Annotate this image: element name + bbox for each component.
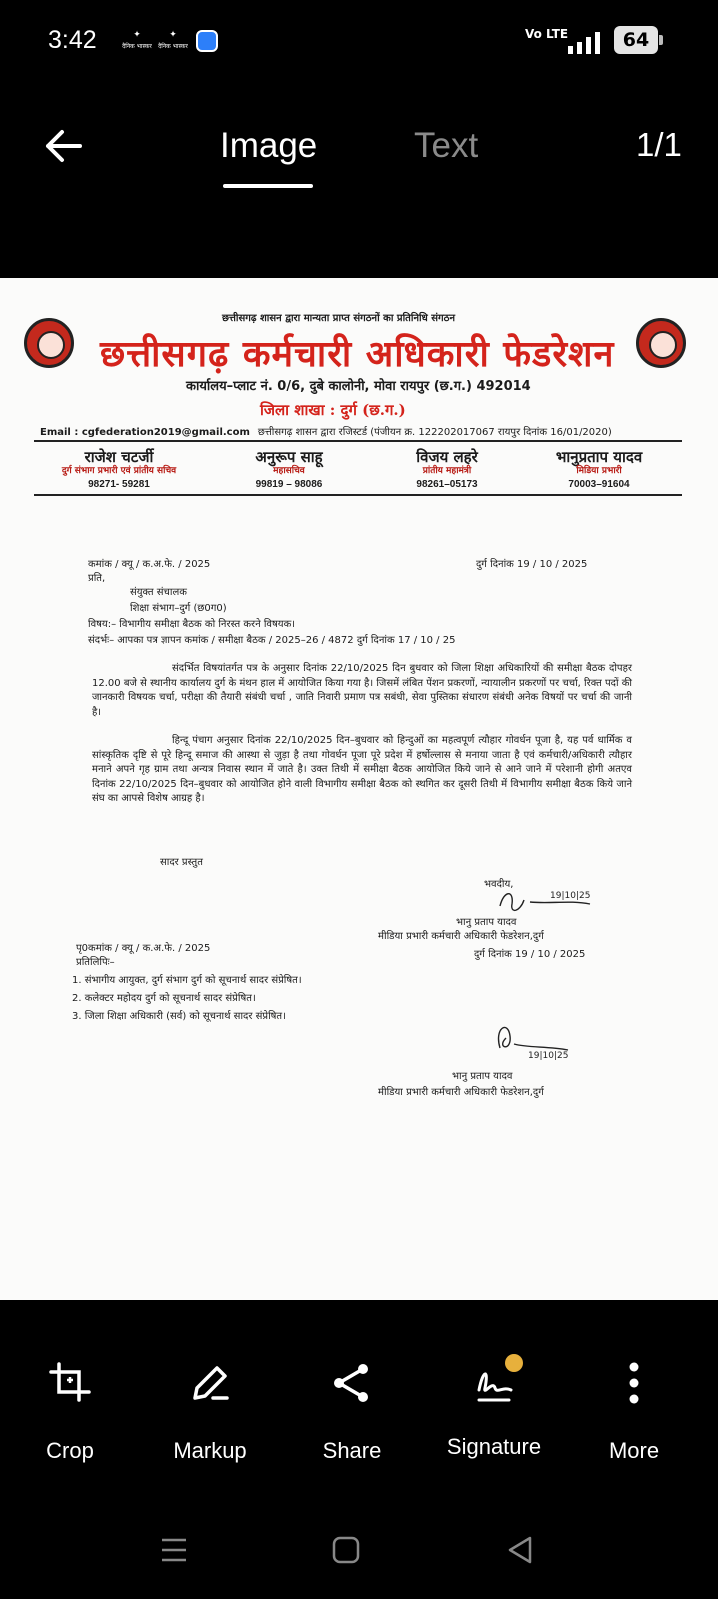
reference-number: कमांक / क्यू / क.अ.फे. / 2025 (88, 559, 211, 570)
crop-icon (47, 1360, 93, 1406)
share-label: Share (322, 1438, 382, 1463)
email-line (40, 424, 612, 438)
tab-text[interactable]: Text (414, 126, 479, 165)
signer-name: भानु प्रताप यादव (452, 1071, 513, 1082)
signer-name: भानु प्रताप यादव (456, 917, 517, 928)
body-paragraph: संदर्भित विषयांतर्गत पत्र के अनुसार दिनांक 22/10/2025 दिन बुधवार को जिला शिक्षा अधिकारियों की समीक्षा बैठक दोपहर 12.00 बजे से स्थानीय कार्यालय दुर्ग के मंथन हाल में आयोजित किया गया है। जिसमें लंबित पेंशन प्रकरणों, न्यायालीन प्रकरणों पर चर्चा, रिक्त पदों की जानकारी विषयक चर्चा, परीक्षा की तैयारी संबंधी चर्चा , जाति निवारी प्रमाण पत्र सबंधी, सेवा पुस्तिका संधारण संबंधी अनेक विषयों पर चर्चा की जानी है। (92, 663, 632, 718)
org-registration: छत्तीसगढ़ शासन द्वारा रजिस्टर्ड (पंजीयन क्र. 122202017067 रायपुर दिनांक 16/01/2020) (257, 427, 612, 438)
home-icon[interactable] (316, 1520, 376, 1580)
divider (34, 440, 682, 442)
news-notification-icon: ✦ दैनिक भास्कर (158, 30, 188, 50)
recipient-office: शिक्षा संभाग–दुर्ग (छ0ग0) (130, 603, 227, 614)
org-address: कार्यालय–प्लाट नं. 0/6, दुबे कालोनी, मोवा रायपुर (छ.ग.) 492014 (186, 379, 531, 394)
system-nav-bar (0, 1500, 718, 1599)
tab-image[interactable]: Image (220, 126, 318, 165)
federation-logo-right (636, 318, 686, 368)
premium-crown-icon (505, 1354, 523, 1372)
share-button[interactable] (292, 1360, 412, 1464)
status-time: 3:42 (48, 26, 97, 54)
copy-item: 2. कलेक्टर महोदय दुर्ग को सूचनार्थ सादर संप्रेषित। (72, 993, 256, 1004)
office-bearer: राजेश चटर्जी दुर्ग संभाग प्रभारी एवं प्रांतीय सचिव 98271- 59281 (61, 448, 177, 490)
signer-post: मीडिया प्रभारी कर्मचारी अधिकारी फेडरेशन,दुर्ग (378, 931, 544, 942)
markup-button[interactable] (150, 1360, 270, 1464)
org-email: Email : cgfederation2019@gmail.com (40, 427, 250, 438)
more-vertical-icon (611, 1360, 657, 1406)
org-tagline: छत्तीसगढ़ शासन द्वारा मान्यता प्राप्त संगठनों का प्रतिनिधि संगठन (222, 313, 455, 324)
copy-item: 3. जिला शिक्षा अधिकारी (सर्व) को सूचनार्थ सादर संप्रेषित। (72, 1011, 286, 1022)
back-arrow-icon[interactable] (40, 126, 90, 166)
divider (34, 494, 682, 496)
body-paragraph: हिन्दू पंचाग अनुसार दिनांक 22/10/2025 दिन–बुधवार को हिन्दुओं का महत्वपूर्ण त्यौहार गोवर्धन पूजा है, यह पर्व धार्मिक व सांस्कृतिक दृष्टि से पूरे हिन्दू समाज की आस्था से जुड़ा है तथा गोवर्धन पूजा पूरे प्रदेश में हर्षोल्लास से मनाया जाता है एवं कर्मचारी/अधिकारी त्यौहार मनाने अपने गृह ग्राम तथा अन्यत्र निवास स्थान में जाते है। उक्त तिथी में समीक्षा बैठक आयोजित किये जाने से आने जाने में परेशानी होगी अतएव दिनांक 22/10/2025 दिन–बुधवार को आयोजित होने वाली विभागीय समीक्षा बैठक को स्थगित कर दूसरी तिथी में विभागीय समीक्षा बैठक किये जाने संघ का आपसे विशेष आग्रह है। (92, 735, 632, 804)
share-icon (329, 1360, 375, 1406)
copy-item: 1. संभागीय आयुक्त, दुर्ग संभाग दुर्ग को सूचनार्थ सादर संप्रेषित। (72, 975, 302, 986)
document-image[interactable] (0, 278, 718, 1300)
office-bearer: विजय लहरे प्रांतीय महामंत्री 98261–05173 (416, 448, 478, 490)
signer-post: मीडिया प्रभारी कर्मचारी अधिकारी फेडरेशन,दुर्ग (378, 1087, 544, 1098)
signer-date: दुर्ग दिनांक 19 / 10 / 2025 (474, 949, 586, 960)
copy-reference: पृ0कमांक / क्यू / क.अ.फे. / 2025 (76, 943, 211, 954)
signature-image (488, 1018, 588, 1068)
recipient: संयुक्त संचालक (130, 587, 187, 598)
closing: सादर प्रस्तुत (160, 857, 203, 868)
recent-apps-icon[interactable] (144, 1520, 204, 1580)
org-title: छत्तीसगढ़ कर्मचारी अधिकारी फेडरेशन (100, 333, 615, 375)
battery-icon: 64 (614, 26, 658, 54)
status-bar (0, 0, 718, 80)
subject: विषय:– विभागीय समीक्षा बैठक को निरस्त करने विषयक। (88, 619, 296, 630)
letter-date: दुर्ग दिनांक 19 / 10 / 2025 (476, 559, 588, 570)
more-button[interactable] (574, 1360, 694, 1464)
org-branch: जिला शाखा : दुर्ग (छ.ग.) (260, 401, 406, 419)
office-bearer: भानुप्रताप यादव मिडिया प्रभारी 70003–91604 (555, 448, 643, 490)
back-nav-icon[interactable] (490, 1520, 550, 1580)
markup-label: Markup (173, 1438, 247, 1463)
volte-icon: Vo LTE (525, 27, 569, 41)
svg-text:19|10|25: 19|10|25 (528, 1051, 569, 1061)
more-label: More (608, 1438, 660, 1463)
crop-label: Crop (46, 1438, 94, 1463)
news-notification-icon: ✦ दैनिक भास्कर (122, 30, 152, 50)
signal-icon (562, 30, 606, 54)
markup-pen-icon (187, 1360, 233, 1406)
signature-button[interactable] (434, 1360, 554, 1460)
signature-label: Signature (446, 1434, 542, 1459)
salutation: भवदीय, (484, 879, 514, 890)
app-notification-icon (196, 30, 218, 52)
to-label: प्रति, (88, 573, 106, 584)
page-counter: 1/1 (636, 126, 682, 163)
reference: संदर्भः– आपका पत्र ज्ञापन कमांक / समीक्षा बैठक / 2025–26 / 4872 दुर्ग दिनांक 17 / 10 / 25 (88, 635, 456, 646)
copy-label: प्रतिलिपिः– (76, 957, 115, 968)
action-bar (0, 1300, 718, 1500)
office-bearer: अनुरूप साहू महासचिव 99819 – 98086 (255, 448, 323, 490)
federation-logo-left (24, 318, 74, 368)
crop-button[interactable] (10, 1360, 130, 1464)
viewer-header (0, 90, 718, 210)
tab-indicator (223, 184, 313, 188)
svg-text:19|10|25: 19|10|25 (550, 891, 591, 901)
